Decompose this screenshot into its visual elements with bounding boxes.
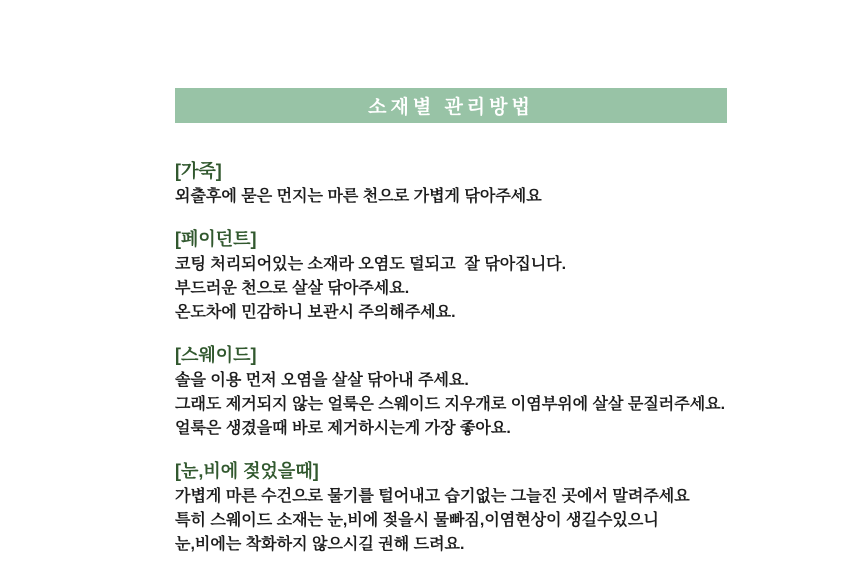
material-heading: [가죽] <box>175 161 222 181</box>
material-heading: [페이던트] <box>175 229 257 249</box>
instruction-line: 코팅 처리되어있는 소재라 오염도 덜되고 잘 닦아집니다. <box>175 256 567 273</box>
care-guide-content <box>175 88 727 571</box>
care-sections-list <box>175 160 727 557</box>
material-heading: [눈,비에 젖었을때] <box>175 461 319 481</box>
care-section <box>175 344 727 441</box>
instruction-line: 온도차에 민감하니 보관시 주의해주세요. <box>175 304 456 321</box>
material-instructions <box>175 485 727 557</box>
instruction-line: 외출후에 묻은 먼지는 마른 천으로 가볍게 닦아주세요 <box>175 188 542 205</box>
section-title-banner <box>175 88 727 123</box>
page-title: 소재별 관리방법 <box>368 97 534 118</box>
care-section <box>175 160 727 209</box>
instruction-line: 얼룩은 생겼을때 바로 제거하시는게 가장 좋아요. <box>175 420 511 437</box>
material-instructions <box>175 369 727 441</box>
instruction-line: 부드러운 천으로 살살 닦아주세요. <box>175 280 410 297</box>
instruction-line: 특히 스웨이드 소재는 눈,비에 젖을시 물빠짐,이염현상이 생길수있으니 <box>175 512 659 529</box>
instruction-line: 가볍게 마른 수건으로 물기를 털어내고 습기없는 그늘진 곳에서 말려주세요 <box>175 488 690 505</box>
care-section <box>175 460 727 557</box>
material-heading: [스웨이드] <box>175 345 257 365</box>
material-instructions <box>175 253 727 325</box>
instruction-line: 그래도 제거되지 않는 얼룩은 스웨이드 지우개로 이염부위에 살살 문질러주세요. <box>175 396 726 413</box>
material-instructions <box>175 185 727 209</box>
instruction-line: 솔을 이용 먼저 오염을 살살 닦아내 주세요. <box>175 372 469 389</box>
care-section <box>175 228 727 325</box>
instruction-line: 눈,비에는 착화하지 않으시길 권해 드려요. <box>175 536 465 553</box>
